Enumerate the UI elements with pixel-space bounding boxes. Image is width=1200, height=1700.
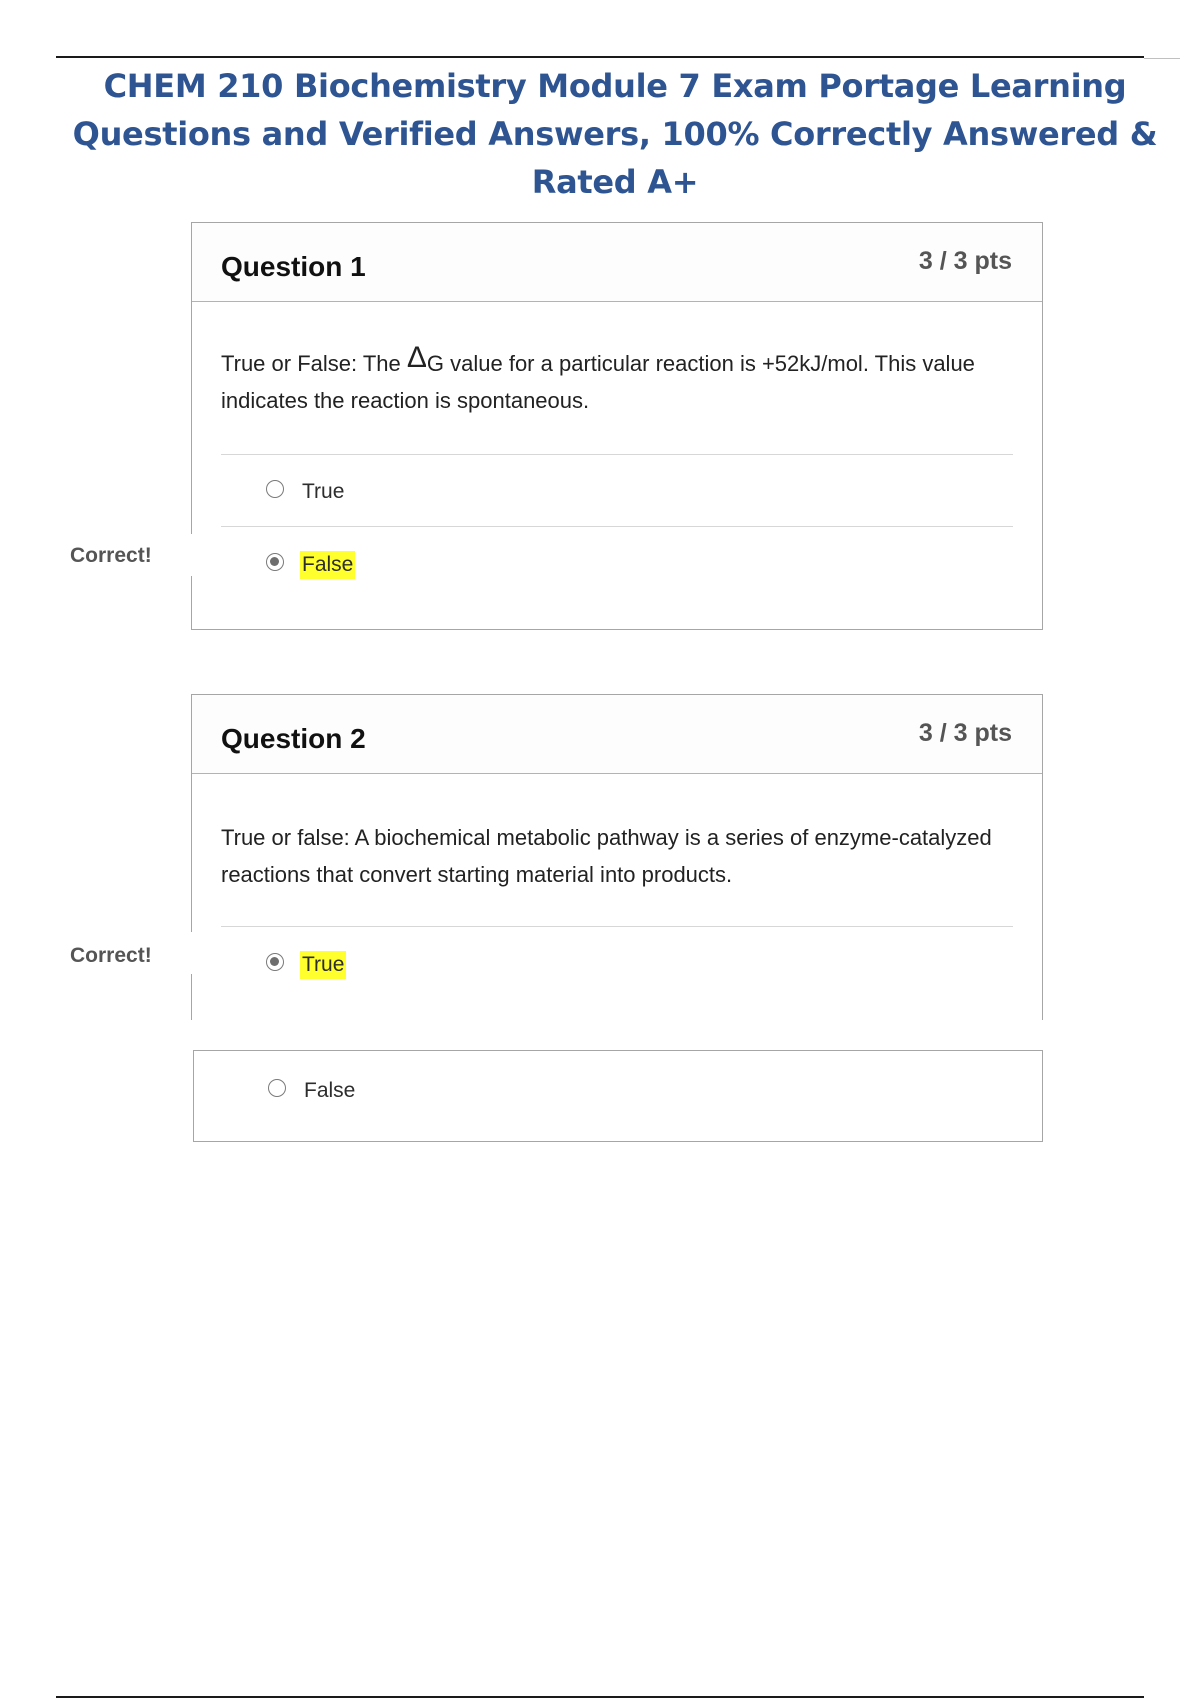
question-card-2-continued [193,1050,1043,1142]
question-text: True or false: A biochemical metabolic pathway is a series of enzyme-catalyzed reactions that convert starting material into products. [221,825,992,887]
answer-label-selected: True [300,951,346,979]
question-text-end: G value for a particular reaction is +52kJ/mol. This value indicates the reaction is spontaneous. [221,351,975,413]
answer-label-selected: False [300,551,355,579]
answer-divider [221,926,1013,927]
page-top-rule [56,56,1144,58]
question-card-1 [191,222,1043,630]
correct-label: Correct! [70,540,200,572]
answer-label: True [302,480,345,503]
question-points: 3 / 3 pts [918,247,1012,275]
question-text [221,343,1021,419]
answer-divider [221,526,1013,527]
question-title: Question 1 [221,251,366,282]
question-text-start: True or False: The [221,351,407,376]
correct-label: Correct! [70,940,200,972]
radio-button-selected[interactable] [266,953,284,971]
answer-label: False [304,1079,356,1102]
page-bottom-rule [56,1696,1144,1698]
radio-button[interactable] [268,1079,286,1097]
delta-symbol: Δ [406,341,427,374]
question-header [192,223,1042,302]
question-card-2 [191,694,1043,1020]
page-top-rule-tail [1144,58,1180,59]
answer-divider [221,454,1013,455]
document-title: CHEM 210 Biochemistry Module 7 Exam Portage Learning Questions and Verified Answers, 100% Correctly Answered & Rated A+ [72,67,1158,201]
question-points: 3 / 3 pts [918,719,1012,747]
question-title: Question 2 [221,723,366,754]
question-header [192,695,1042,774]
radio-button-selected[interactable] [266,553,284,571]
radio-button[interactable] [266,480,284,498]
